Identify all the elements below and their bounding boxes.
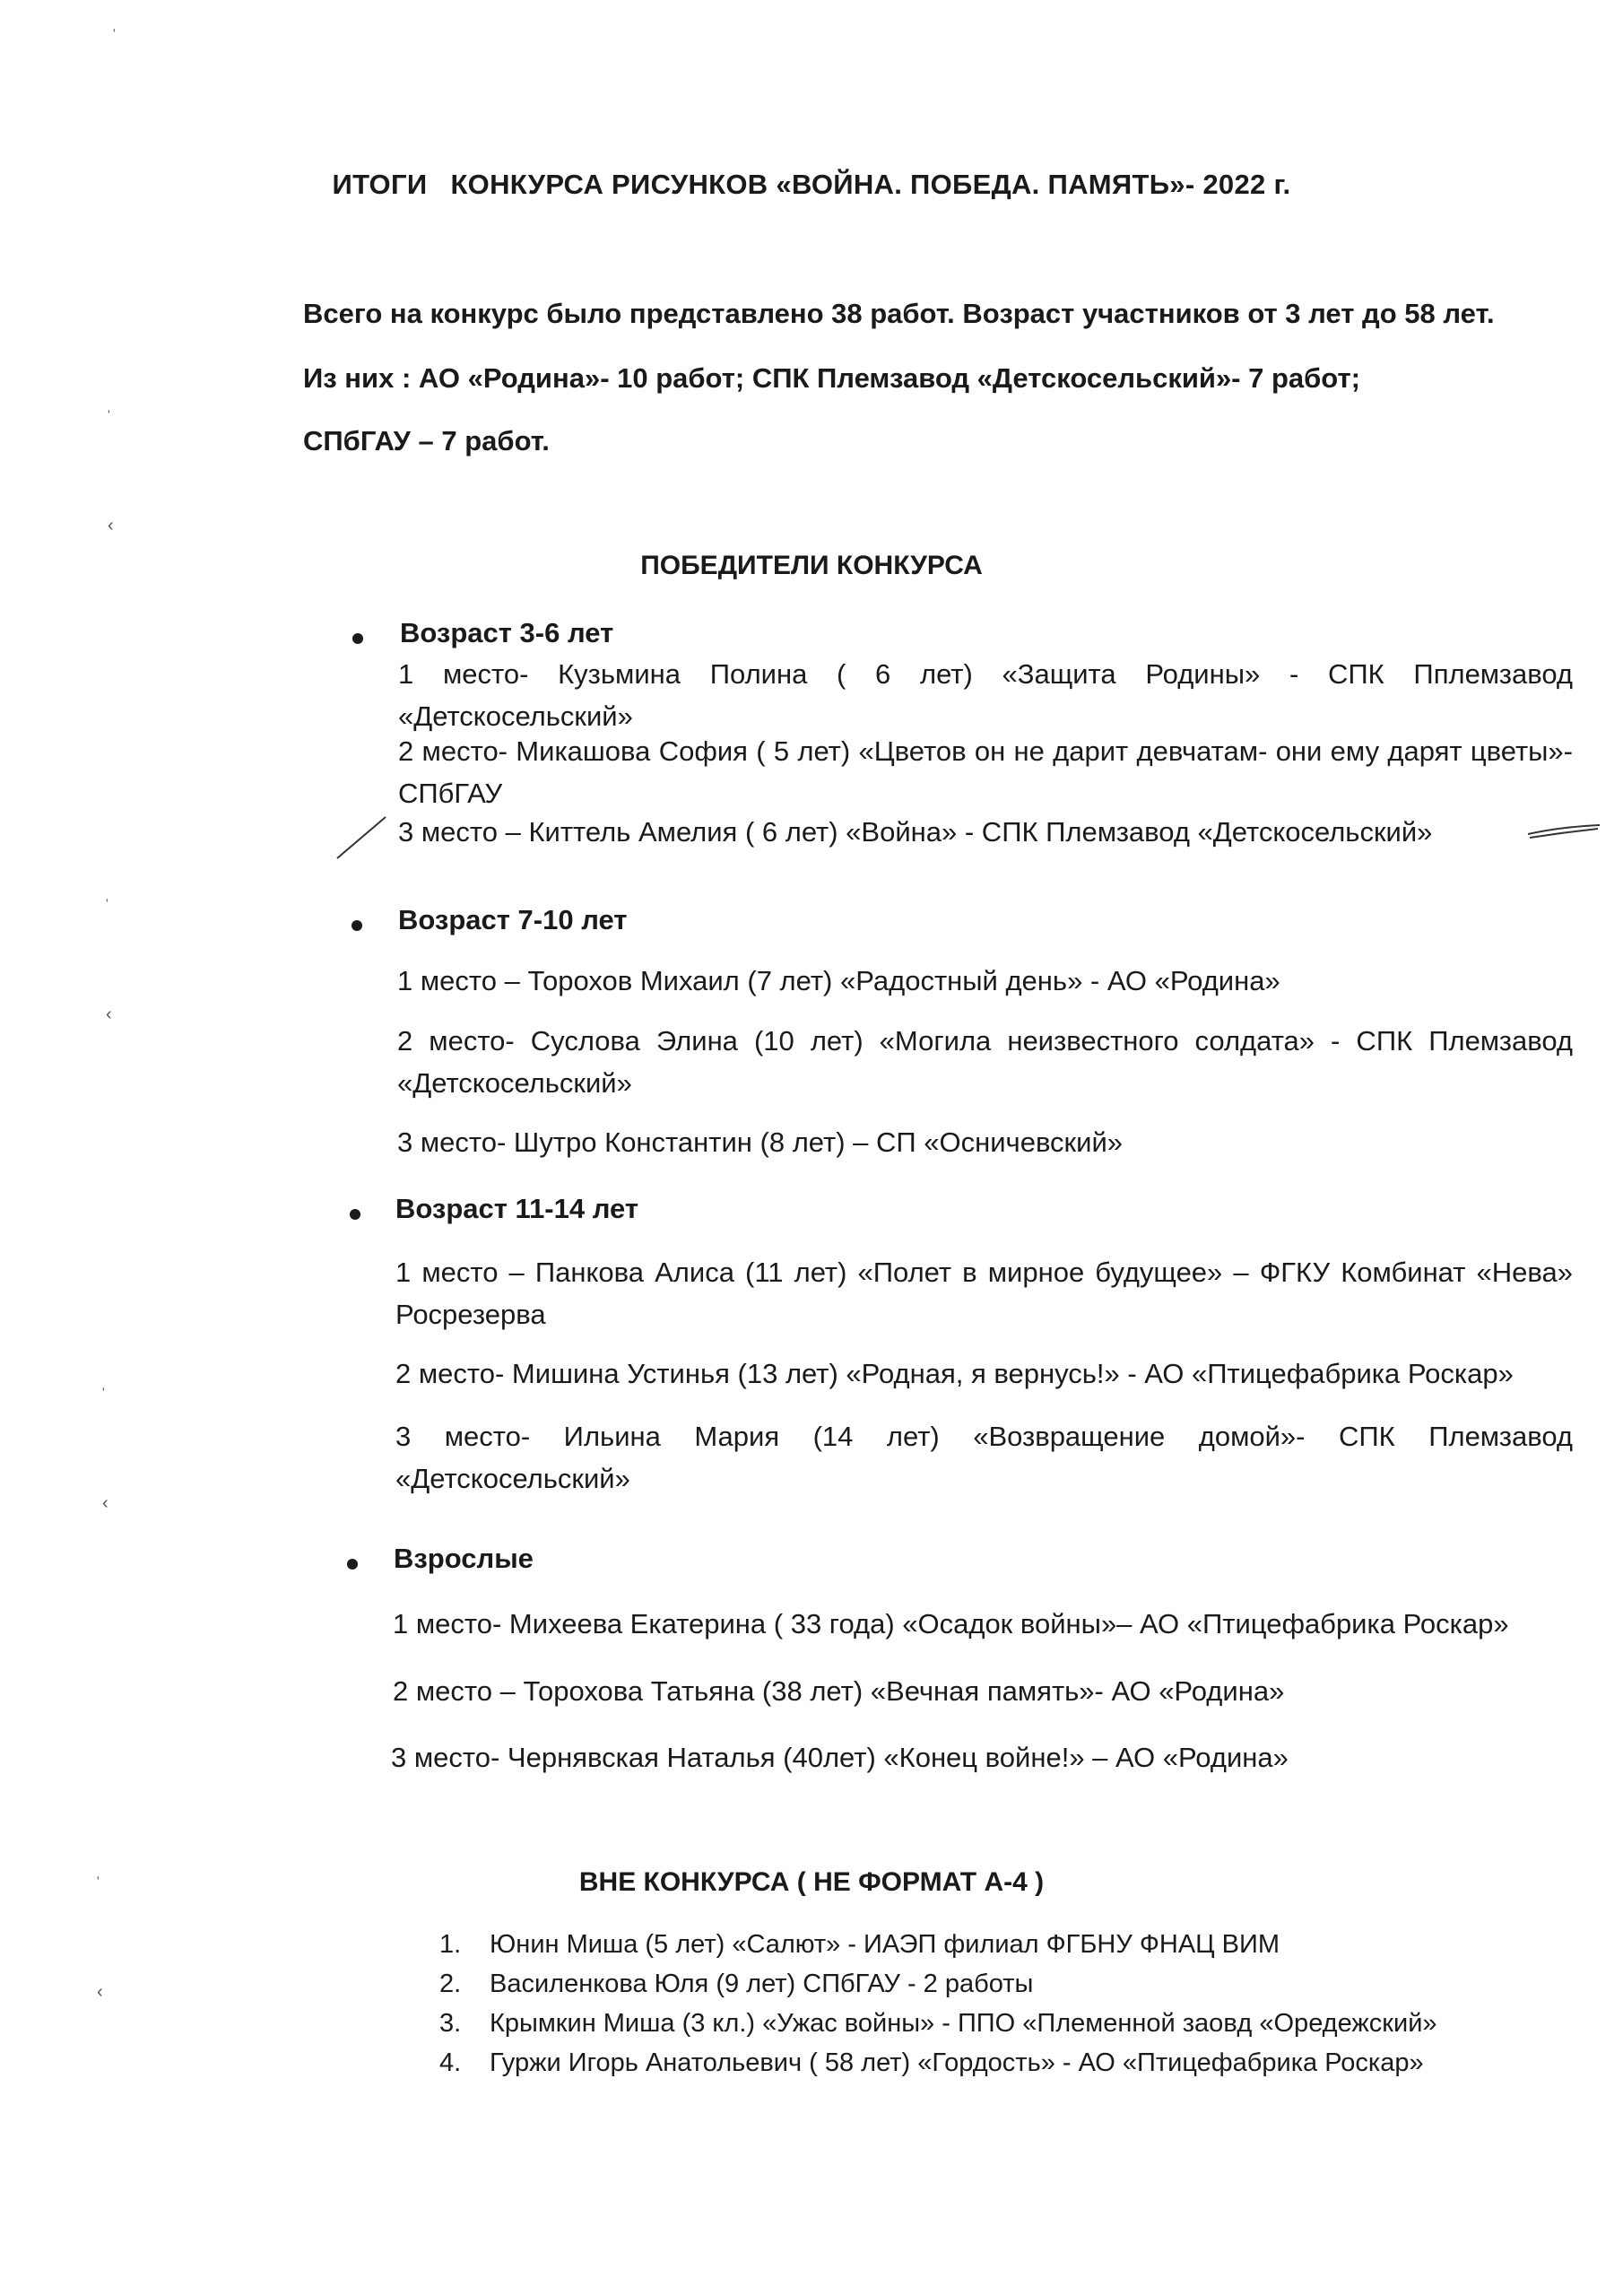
entry-place-3: 3 место – Киттель Амелия ( 6 лет) «Война» - СПК Племзавод «Детскосельский»: [398, 816, 1433, 848]
entry-place-1: 1 место- Кузьмина Полина ( 6 лет) «Защита Родины» - СПК Пплемзавод «Детскосельский»: [398, 658, 1573, 732]
entry-place-3: 3 место- Чернявская Наталья (40лет) «Конец войне!» – АО «Родина»: [391, 1742, 1289, 1773]
pen-stroke: [332, 812, 395, 865]
list-item: [439, 1930, 1280, 1960]
document-title: [0, 169, 1623, 201]
bullet-icon: [352, 633, 363, 644]
scan-mark: ‹: [102, 1493, 108, 1513]
entry-place-1: 1 место- Михеева Екатерина ( 33 года) «Осадок войны»– АО «Птицефабрика Роскар»: [393, 1608, 1509, 1639]
group-heading: Возраст 3-6 лет: [400, 617, 614, 648]
entry-place-3: 3 место- Шутро Константин (8 лет) – СП «Осничевский»: [397, 1126, 1123, 1158]
intro-line: СПбГАУ – 7 работ.: [303, 425, 550, 457]
out-of-competition-title: ВНЕ КОНКУРСА ( НЕ ФОРМАТ А-4 ): [578, 1867, 1045, 1897]
title-part-2: КОНКУРСА РИСУНКОВ «ВОЙНА. ПОБЕДА. ПАМЯТЬ»- 2022 г.: [450, 169, 1291, 200]
title-part-1: ИТОГИ: [332, 169, 428, 200]
entry-place-2: 2 место- Суслова Элина (10 лет) «Могила неизвестного солдата» - СПК Племзавод «Детскосельский»: [397, 1025, 1573, 1099]
list-text: Юнин Миша (5 лет) «Салют» - ИАЭП филиал ФГБНУ ФНАЦ ВИМ: [490, 1930, 1280, 1959]
list-number: 4.: [439, 2048, 462, 2077]
bullet-icon: [352, 920, 362, 931]
list-number: 2.: [439, 1970, 462, 1998]
group-heading: Взрослые: [394, 1543, 534, 1574]
scan-mark: ‹: [97, 1982, 103, 2002]
entry-place-3: 3 место- Ильина Мария (14 лет) «Возвращение домой»- СПК Племзавод «Детскосельский»: [395, 1421, 1573, 1494]
scan-mark: ‹: [108, 516, 114, 535]
scan-mark: ˈ: [104, 897, 110, 917]
entry-place-2: 2 место- Мишина Устинья (13 лет) «Родная, я вернусь!» - АО «Птицефабрика Роскар»: [395, 1358, 1514, 1389]
scan-mark: ˈ: [106, 408, 112, 428]
intro-line: Всего на конкурс было представлено 38 работ. Возраст участников от 3 лет до 58 лет.: [303, 298, 1495, 329]
list-text: Гуржи Игорь Анатольевич ( 58 лет) «Гордость» - АО «Птицефабрика Роскар»: [490, 2048, 1424, 2077]
list-item: [439, 1970, 1033, 1999]
bullet-icon: [350, 1209, 360, 1220]
bullet-icon: [347, 1559, 358, 1570]
pen-stroke: [1524, 816, 1605, 843]
group-heading: Возраст 7-10 лет: [398, 904, 628, 935]
list-number: 1.: [439, 1930, 462, 1959]
list-item: [439, 2009, 1437, 2039]
group-heading: Возраст 11-14 лет: [395, 1193, 639, 1224]
entry-place-2: 2 место- Микашова София ( 5 лет) «Цветов он не дарит девчатам- они ему дарят цветы»- СПбГАУ: [398, 735, 1573, 809]
scan-mark: ˈ: [111, 27, 117, 47]
list-text: Крымкин Миша (3 кл.) «Ужас войны» - ППО «Племенной заовд «Оредежский»: [490, 2009, 1437, 2038]
scan-mark: ˈ: [100, 1386, 107, 1405]
entry-place-1: 1 место – Панкова Алиса (11 лет) «Полет в мирное будущее» – ФГКУ Комбинат «Нева» Росрезерва: [395, 1257, 1573, 1330]
scan-mark: ˈ: [95, 1874, 101, 1894]
list-item: [439, 2048, 1424, 2078]
list-text: Василенкова Юля (9 лет) СПбГАУ - 2 работы: [490, 1970, 1034, 1998]
winners-title: ПОБЕДИТЕЛИ КОНКУРСА: [640, 551, 983, 580]
list-number: 3.: [439, 2009, 462, 2038]
scan-mark: ‹: [106, 1004, 112, 1024]
entry-place-2: 2 место – Торохова Татьяна (38 лет) «Вечная память»- АО «Родина»: [393, 1675, 1285, 1707]
entry-place-1: 1 место – Торохов Михаил (7 лет) «Радостный день» - АО «Родина»: [397, 965, 1280, 996]
intro-line: Из них : АО «Родина»- 10 работ; СПК Племзавод «Детскосельский»- 7 работ;: [303, 362, 1360, 394]
